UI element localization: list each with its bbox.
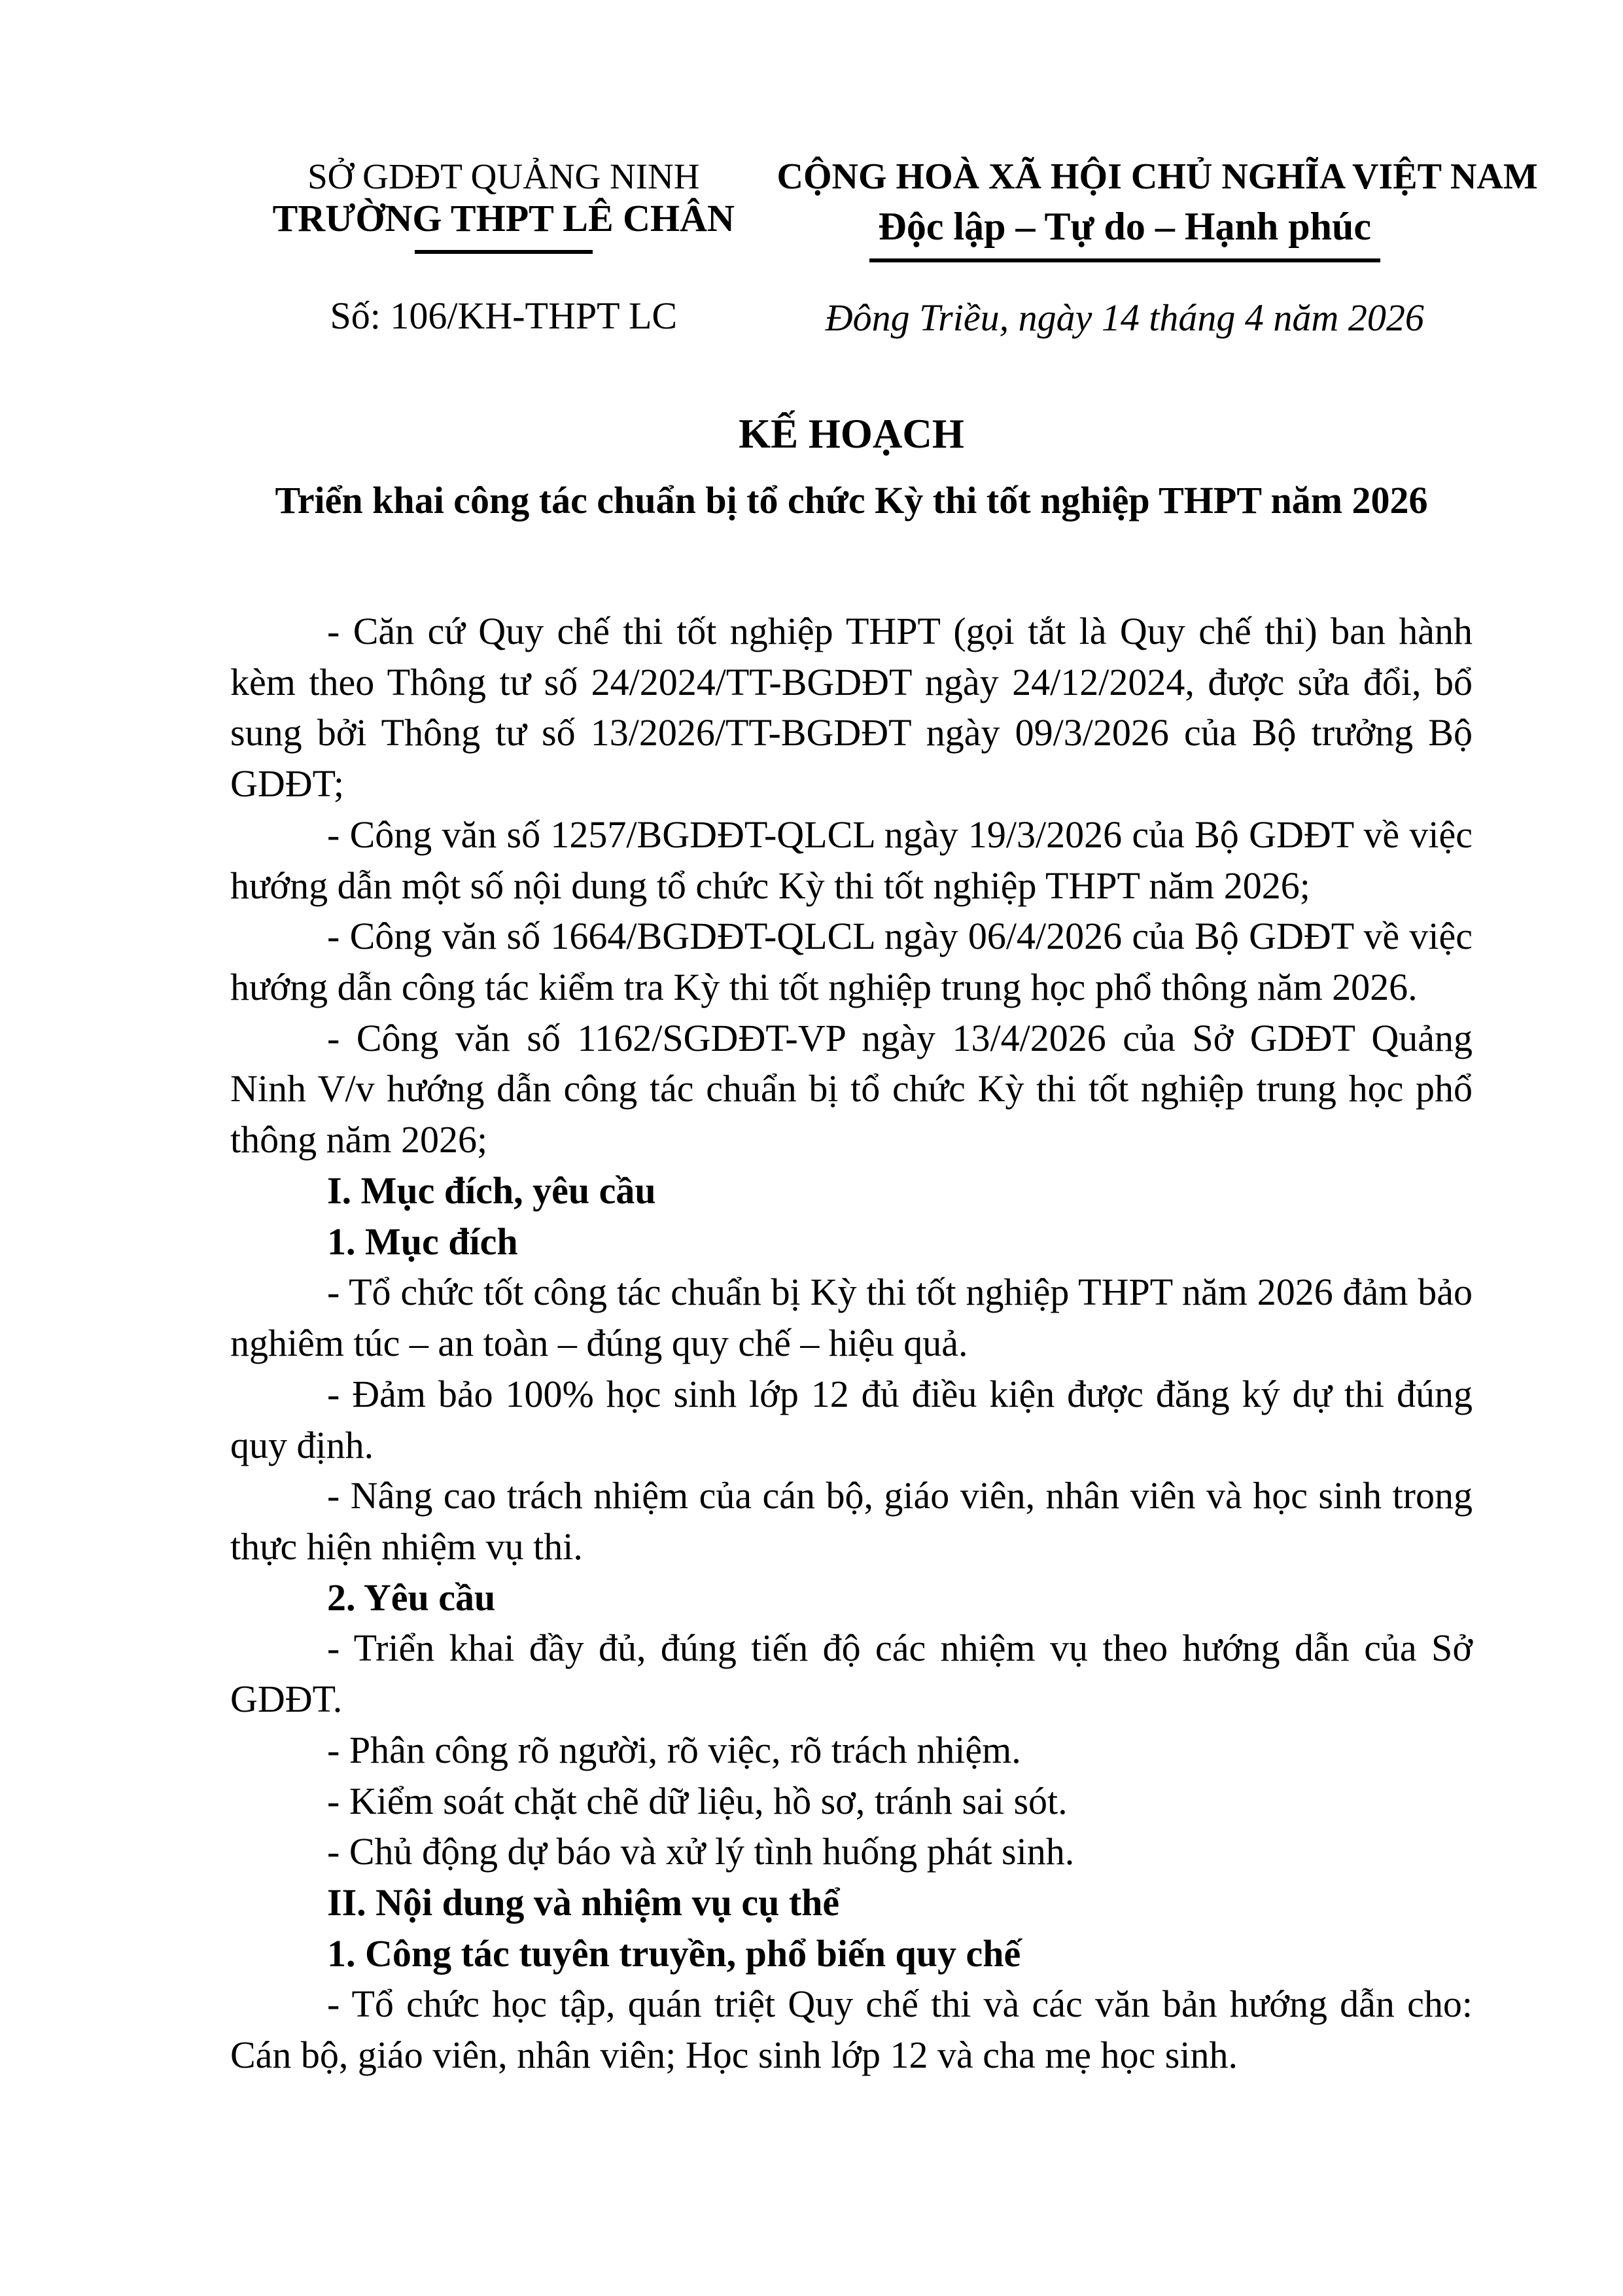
- body-paragraph: - Kiểm soát chặt chẽ dữ liệu, hồ sơ, tránh sai sót.: [327, 1779, 1068, 1822]
- section-heading: 1. Công tác tuyên truyền, phổ biến quy chế: [327, 1932, 1021, 1975]
- document-subtitle: Triển khai công tác chuẩn bị tổ chức Kỳ thi tốt nghiệp THPT năm 2026: [275, 479, 1428, 522]
- body-paragraph: - Đảm bảo 100% học sinh lớp 12 đủ điều kiện được đăng ký dự thi đúng quy định.: [230, 1372, 1473, 1466]
- section-heading: II. Nội dung và nhiệm vụ cụ thể: [327, 1881, 840, 1924]
- national-motto: Độc lập – Tự do – Hạnh phúc: [869, 204, 1380, 262]
- body-paragraph: - Công văn số 1257/BGDĐT-QLCL ngày 19/3/2026 của Bộ GDĐT về việc hướng dẫn một số nội dung tổ chức Kỳ thi tốt nghiệp THPT năm 2026;: [230, 813, 1473, 907]
- section-heading: 2. Yêu cầu: [327, 1576, 496, 1619]
- org-underline-rule: [415, 250, 593, 254]
- place-and-date: Đông Triều, ngày 14 tháng 4 năm 2026: [825, 296, 1424, 340]
- title-block: [230, 412, 1473, 523]
- body-paragraph: - Công văn số 1664/BGDĐT-QLCL ngày 06/4/2026 của Bộ GDĐT về việc hướng dẫn công tác kiểm tra Kỳ thi tốt nghiệp trung học phổ thông năm 2026.: [230, 915, 1473, 1009]
- body-paragraph: - Chủ động dự báo và xử lý tình huống phát sinh.: [327, 1830, 1075, 1873]
- org-parent-name: SỞ GDĐT QUẢNG NINH: [307, 156, 700, 196]
- document-header: [230, 156, 1538, 344]
- motto-wrap: [777, 202, 1473, 262]
- issuing-org-block: [230, 156, 777, 344]
- body-paragraph: - Phân công rõ người, rõ việc, rõ trách nhiệm.: [327, 1728, 1021, 1771]
- section-heading: I. Mục đích, yêu cầu: [327, 1169, 656, 1212]
- section-heading: 1. Mục đích: [327, 1220, 518, 1263]
- country-name: CỘNG HOÀ XÃ HỘI CHỦ NGHĨA VIỆT NAM: [777, 156, 1538, 197]
- body-paragraph: - Tổ chức học tập, quán triệt Quy chế thi và các văn bản hướng dẫn cho: Cán bộ, giáo viên, nhân viên; Học sinh lớp 12 và cha mẹ học sinh.: [230, 1983, 1473, 2077]
- doc-number: Số: 106/KH-THPT LC: [330, 294, 678, 337]
- document-body: [230, 606, 1473, 2081]
- document-title: KẾ HOẠCH: [739, 411, 964, 457]
- body-paragraph: - Triển khai đầy đủ, đúng tiến độ các nhiệm vụ theo hướng dẫn của Sở GDĐT.: [230, 1627, 1473, 1721]
- body-paragraph: - Công văn số 1162/SGDĐT-VP ngày 13/4/2026 của Sở GDĐT Quảng Ninh V/v hướng dẫn công tác chuẩn bị tổ chức Kỳ thi tốt nghiệp trung học phổ thông năm 2026;: [230, 1016, 1473, 1161]
- national-motto-block: [777, 156, 1538, 344]
- body-paragraph: - Căn cứ Quy chế thi tốt nghiệp THPT (gọi tắt là Quy chế thi) ban hành kèm theo Thông tư số 24/2024/TT-BGDĐT ngày 24/12/2024, được sửa đổi, bổ sung bởi Thông tư số 13/2026/TT-BGDĐT ngày 09/3/2026 của Bộ trưởng Bộ GDĐT;: [230, 610, 1473, 805]
- body-paragraph: - Nâng cao trách nhiệm của cán bộ, giáo viên, nhân viên và học sinh trong thực hiện nhiệm vụ thi.: [230, 1474, 1473, 1568]
- body-paragraph: - Tổ chức tốt công tác chuẩn bị Kỳ thi tốt nghiệp THPT năm 2026 đảm bảo nghiêm túc – an toàn – đúng quy chế – hiệu quả.: [230, 1271, 1473, 1365]
- org-name: TRƯỜNG THPT LÊ CHÂN: [272, 197, 735, 240]
